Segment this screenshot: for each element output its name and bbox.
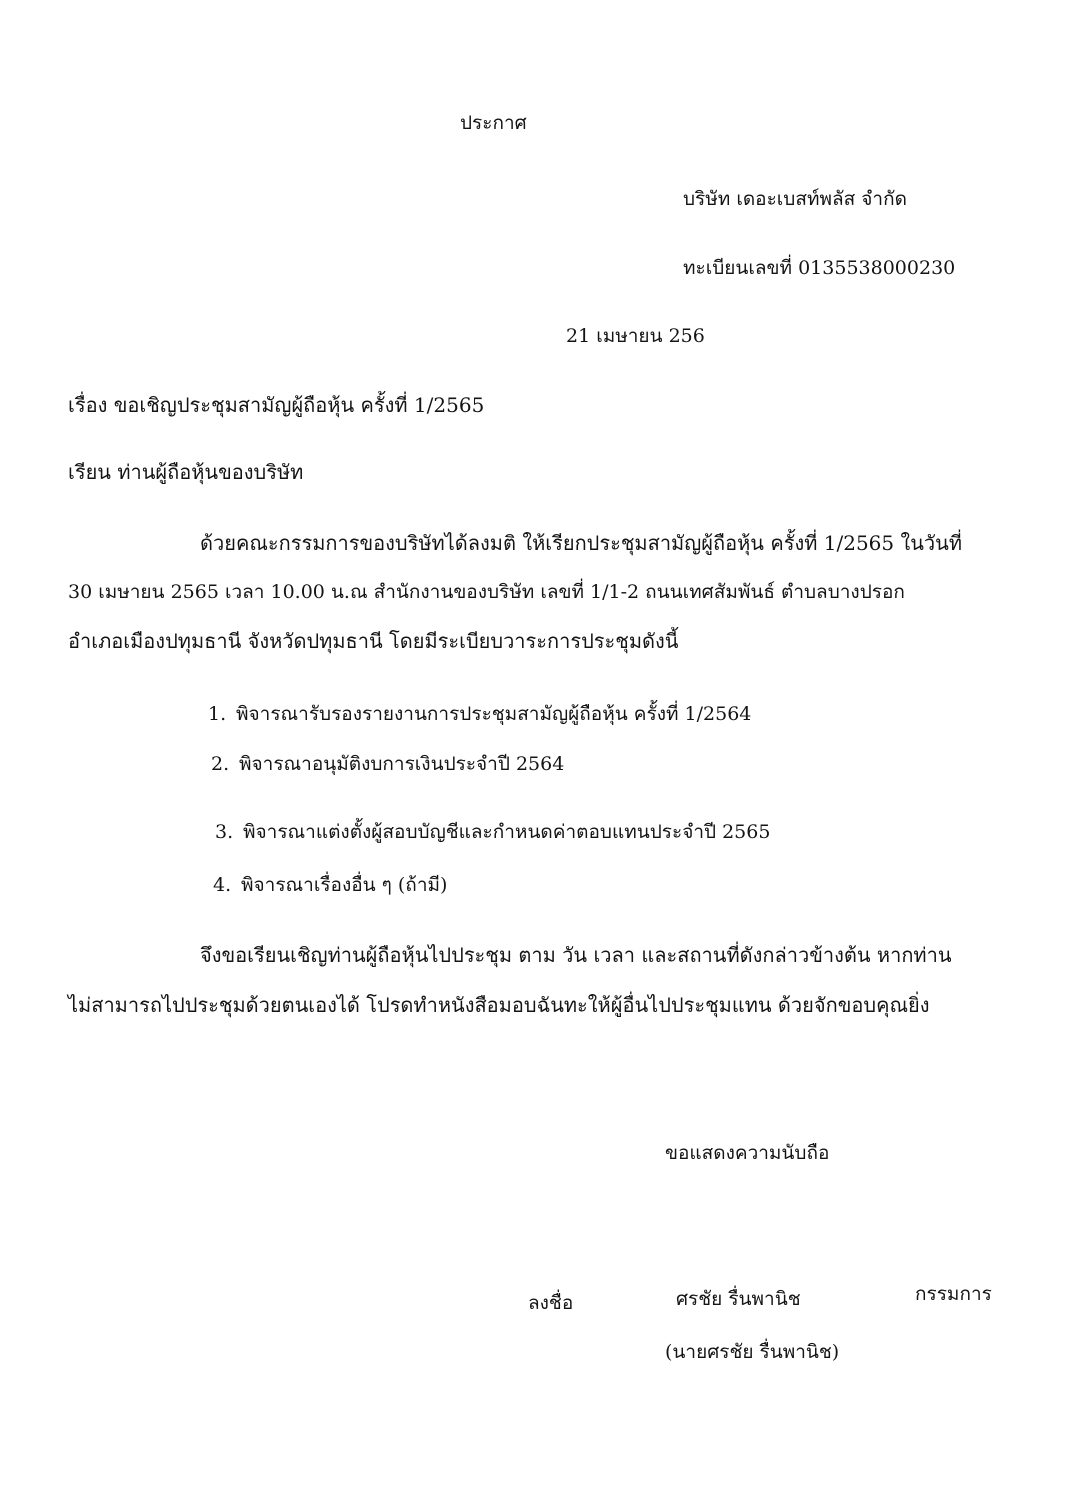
agenda-item	[208, 701, 751, 727]
agenda-item-number: 4.	[213, 874, 232, 896]
agenda-item-text: พิจารณารับรองรายงานการประชุมสามัญผู้ถือหุ้น ครั้งที่ 1/2564	[236, 703, 752, 725]
regards-line: ขอแสดงความนับถือ	[665, 1142, 830, 1164]
agenda-item	[215, 819, 770, 845]
agenda-item-text: พิจารณาอนุมัติงบการเงินประจำปี 2564	[239, 753, 565, 775]
subject-line: เรื่อง ขอเชิญประชุมสามัญผู้ถือหุ้น ครั้งที่ 1/2565	[68, 393, 485, 417]
agenda-item-number: 1.	[208, 703, 227, 725]
registration-number: ทะเบียนเลขที่ 0135538000230	[683, 257, 956, 279]
document-title: ประกาศ	[460, 112, 527, 134]
document-date: 21 เมษายน 256	[566, 325, 705, 347]
agenda-item	[211, 751, 564, 777]
addressee-line: เรียน ท่านผู้ถือหุ้นของบริษัท	[68, 460, 304, 484]
agenda-item	[213, 872, 447, 898]
agenda-item-number: 2.	[211, 753, 230, 775]
body-paragraph-line-1: ด้วยคณะกรรมการของบริษัทได้ลงมติ ให้เรียกประชุมสามัญผู้ถือหุ้น ครั้งที่ 1/2565 ในวันที่	[200, 531, 963, 555]
signatory-position: กรรมการ	[915, 1283, 992, 1305]
signatory-full-name: (นายศรชัย รื่นพานิช)	[665, 1341, 840, 1363]
agenda-item-text: พิจารณาเรื่องอื่น ๆ (ถ้ามี)	[241, 874, 448, 896]
signature-label: ลงชื่อ	[528, 1292, 574, 1314]
signatory-name: ศรชัย รื่นพานิช	[676, 1288, 801, 1310]
body-paragraph-line-3: อำเภอเมืองปทุมธานี จังหวัดปทุมธานี โดยมีระเบียบวาระการประชุมดังนี้	[68, 629, 679, 653]
body-paragraph-line-2: 30 เมษายน 2565 เวลา 10.00 น.ณ สำนักงานของบริษัท เลขที่ 1/1-2 ถนนเทศสัมพันธ์ ตำบลบางปรอก	[68, 581, 905, 603]
agenda-item-text: พิจารณาแต่งตั้งผู้สอบบัญชีและกำหนดค่าตอบแทนประจำปี 2565	[243, 821, 771, 843]
closing-paragraph-line-2: ไม่สามารถไปประชุมด้วยตนเองได้ โปรดทำหนังสือมอบฉันทะให้ผู้อื่นไปประชุมแทน ด้วยจักขอบคุณยิ่ง	[68, 993, 930, 1017]
closing-paragraph-line-1: จึงขอเรียนเชิญท่านผู้ถือหุ้นไปประชุม ตาม วัน เวลา และสถานที่ดังกล่าวข้างต้น หากท่าน	[200, 943, 952, 967]
company-name: บริษัท เดอะเบสท์พลัส จำกัด	[683, 188, 907, 210]
agenda-item-number: 3.	[215, 821, 234, 843]
